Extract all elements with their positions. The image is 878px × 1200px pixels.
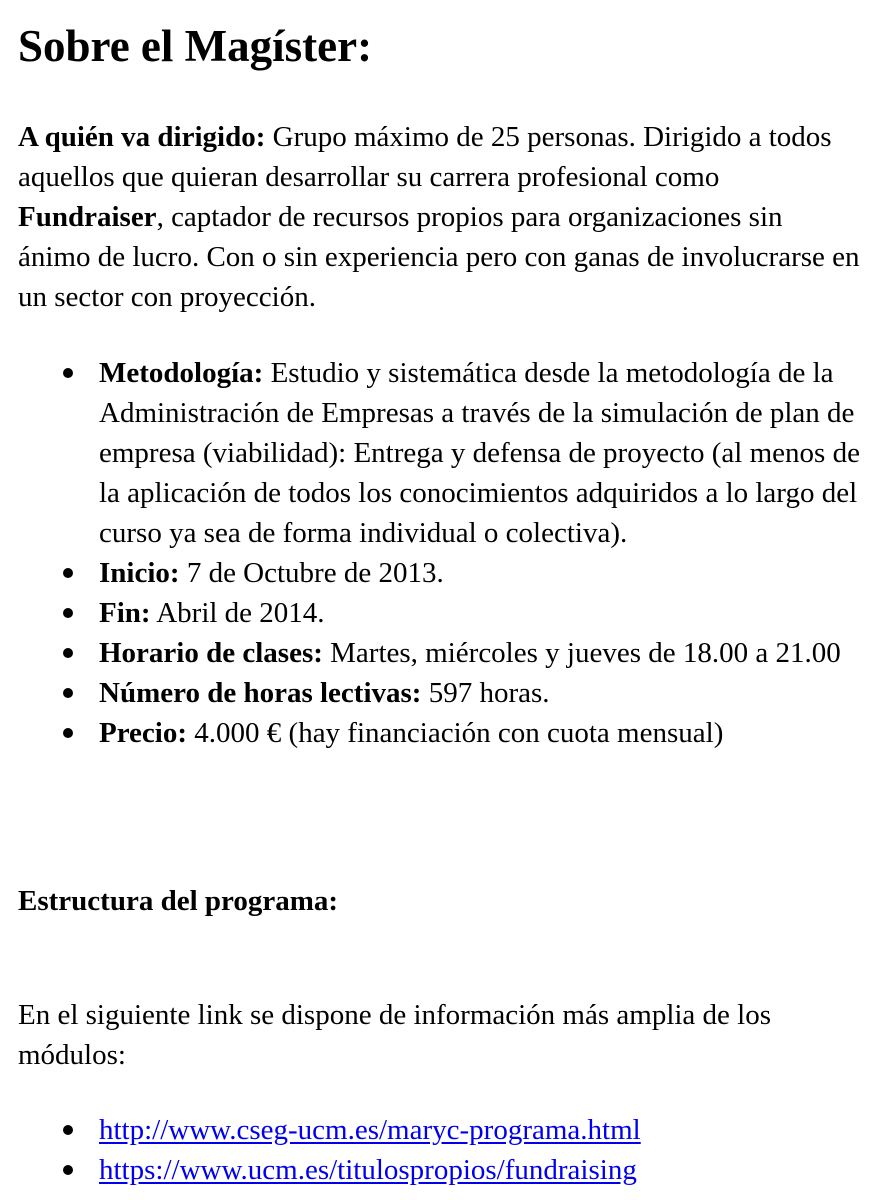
- page-title: Sobre el Magíster:: [18, 21, 373, 71]
- bullet-icon: [63, 728, 73, 738]
- detail-text: Estudio y sistemática desde la metodología de la Administración de Empresas a través de la simulación de plan de empresa (viabilidad): Entrega y defensa de proyecto (al menos de la aplicación de todos los conocimientos adquiridos a lo largo del curso ya sea de forma individual o colectiva).: [99, 357, 860, 549]
- link-item: [0, 1110, 860, 1150]
- bullet-icon: [63, 608, 73, 618]
- detail-item-end: [0, 593, 860, 633]
- detail-item-methodology: [0, 353, 860, 553]
- detail-text: 7 de Octubre de 2013.: [179, 557, 444, 589]
- detail-label: Número de horas lectivas:: [99, 677, 422, 709]
- audience-text-1: Grupo máximo de 25 personas. Dirigido a todos aquellos que quieran desarrollar su carrera profesional como: [18, 121, 832, 193]
- link-item: [0, 1150, 860, 1190]
- detail-label: Horario de clases:: [99, 637, 323, 669]
- ucm-fundraising-link[interactable]: https://www.ucm.es/titulospropios/fundraising: [99, 1154, 637, 1186]
- link-intro-paragraph: En el siguiente link se dispone de información más amplia de los módulos:: [18, 999, 772, 1071]
- detail-label: Fin:: [99, 597, 151, 629]
- detail-label: Inicio:: [99, 557, 180, 589]
- bullet-icon: [63, 368, 73, 378]
- detail-text: 4.000 € (hay financiación con cuota mensual): [187, 717, 724, 749]
- links-list: [0, 1110, 860, 1190]
- bullet-icon: [63, 688, 73, 698]
- detail-item-hours: [0, 673, 860, 713]
- bullet-icon: [63, 1165, 73, 1175]
- detail-text: Abril de 2014.: [150, 597, 325, 629]
- detail-text: Martes, miércoles y jueves de 18.00 a 21.00: [322, 637, 841, 669]
- detail-item-price: [0, 713, 860, 753]
- detail-item-schedule: [0, 633, 860, 673]
- bullet-icon: [63, 648, 73, 658]
- audience-text-2: , captador de recursos propios para organizaciones sin ánimo de lucro. Con o sin experiencia pero con ganas de involucrarse en un sector con proyección.: [18, 201, 860, 313]
- audience-label: A quién va dirigido:: [18, 121, 266, 153]
- cseg-program-link[interactable]: http://www.cseg-ucm.es/maryc-programa.html: [99, 1114, 641, 1146]
- detail-label: Precio:: [99, 717, 188, 749]
- bullet-icon: [63, 568, 73, 578]
- detail-label: Metodología:: [99, 357, 264, 389]
- program-details-list: [0, 353, 860, 753]
- audience-paragraph: [18, 117, 860, 317]
- detail-item-start: [0, 553, 860, 593]
- detail-text: 597 horas.: [421, 677, 550, 709]
- bullet-icon: [63, 1125, 73, 1135]
- program-structure-heading: Estructura del programa:: [18, 885, 339, 917]
- fundraiser-term: Fundraiser: [18, 201, 157, 233]
